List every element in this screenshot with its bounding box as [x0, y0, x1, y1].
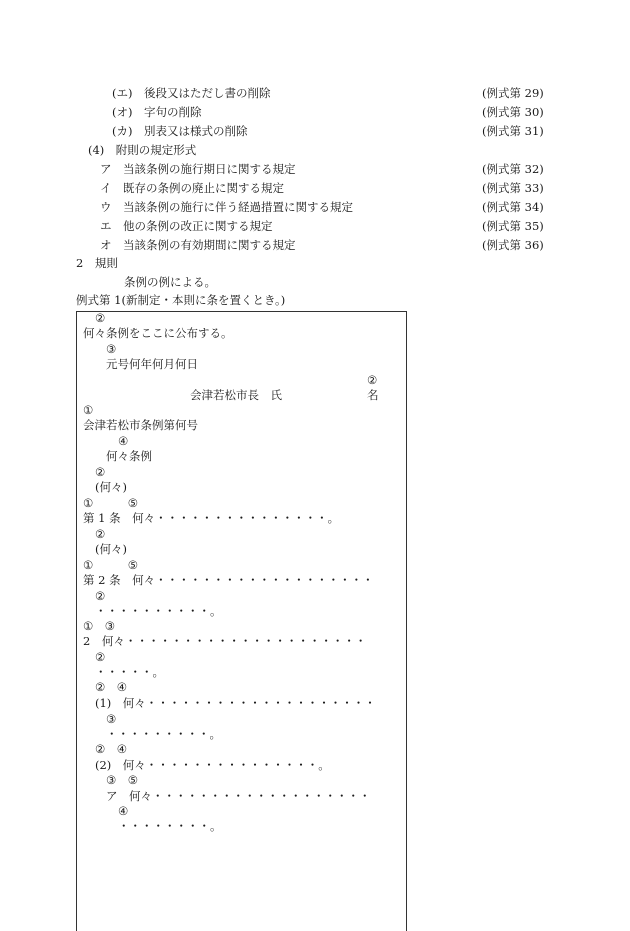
example-line: ③ [106, 342, 117, 356]
toc-item-34-label: ウ 当該条例の施行に伴う経過措置に関する規定 [100, 200, 353, 214]
example-line: (1) 何々・・・・・・・・・・・・・・・・・・・・ [95, 696, 376, 710]
example-line: 何々条例をここに公布する。 [83, 326, 233, 340]
toc-item-36-label: オ 当該条例の有効期間に関する規定 [100, 238, 296, 252]
example-line: ② [95, 311, 106, 325]
toc-item-30-label: (オ) 字句の削除 [112, 105, 202, 119]
example-line: ② [95, 650, 106, 664]
toc-item-32-ref: (例式第 32) [482, 162, 544, 176]
example-line: ① ⑤ [83, 558, 139, 572]
example-line: ③ ⑤ [106, 773, 139, 787]
toc-item-35-label: エ 他の条例の改正に関する規定 [100, 219, 273, 233]
section-body: 条例の例による。 [124, 275, 216, 289]
example-line: 元号何年何月何日 [106, 357, 198, 371]
toc-item-31-label: (カ) 別表又は様式の削除 [112, 124, 248, 138]
example-line: ア 何々・・・・・・・・・・・・・・・・・・・ [106, 789, 371, 803]
example-line: ② ④ [95, 742, 128, 756]
example-line: 何々条例 [106, 449, 152, 463]
example-line: 会津若松市条例第何号 [83, 418, 198, 432]
example-line: (何々) [95, 480, 127, 494]
example-line: (2) 何々・・・・・・・・・・・・・・・。 [95, 758, 330, 772]
example-line: ② [95, 589, 106, 603]
example-line: 第 1 条 何々・・・・・・・・・・・・・・・。 [83, 511, 340, 525]
example-line: ① [83, 403, 94, 417]
toc-item-34-ref: (例式第 34) [482, 200, 544, 214]
toc-subheading-supplementary: (4) 附則の規定形式 [88, 143, 197, 157]
example-line: ・・・・・。 [95, 665, 164, 679]
toc-item-29-ref: (例式第 29) [482, 86, 544, 100]
toc-item-33-label: イ 既存の条例の廃止に関する規定 [100, 181, 284, 195]
example-line: ② ④ [95, 680, 128, 694]
toc-item-35-ref: (例式第 35) [482, 219, 544, 233]
example-line: ・・・・・・・・。 [118, 819, 222, 833]
example-line: 会津若松市長 氏 [190, 388, 282, 402]
example-line: ① ③ [83, 619, 116, 633]
example-line: ② [95, 527, 106, 541]
example-line: ① ⑤ [83, 496, 139, 510]
example-box [76, 311, 407, 931]
toc-item-36-ref: (例式第 36) [482, 238, 544, 252]
example-line: 第 2 条 何々・・・・・・・・・・・・・・・・・・・ [83, 573, 374, 587]
section-heading: 2 規則 [76, 256, 118, 270]
example-line: 名 [367, 388, 379, 402]
example-line: ② [95, 465, 106, 479]
example-line: (何々) [95, 542, 127, 556]
toc-item-33-ref: (例式第 33) [482, 181, 544, 195]
toc-item-31-ref: (例式第 31) [482, 124, 544, 138]
toc-item-29-label: (エ) 後段又はただし書の削除 [112, 86, 271, 100]
example-line: ・・・・・・・・・。 [106, 727, 221, 741]
example-line: ・・・・・・・・・・。 [95, 604, 222, 618]
example-line: 2 何々・・・・・・・・・・・・・・・・・・・・・ [83, 634, 367, 648]
example-title: 例式第 1(新制定・本則に条を置くとき。) [76, 293, 286, 307]
example-line: ③ [106, 712, 117, 726]
toc-item-30-ref: (例式第 30) [482, 105, 544, 119]
toc-item-32-label: ア 当該条例の施行期日に関する規定 [100, 162, 296, 176]
example-line: ④ [118, 434, 129, 448]
example-line: ④ [118, 804, 129, 818]
example-line: ② [367, 373, 378, 387]
